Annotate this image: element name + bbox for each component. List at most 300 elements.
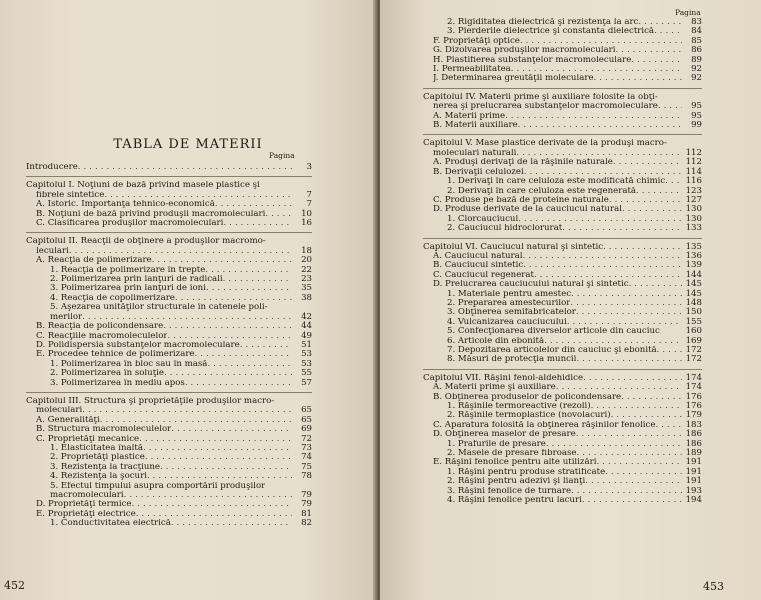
- toc-entry-title: A. Produşi derivaţi de la răşinile naturale: [433, 158, 613, 168]
- toc-entry-title: A. Istoric. Importanţa tehnico-economică: [36, 200, 215, 210]
- toc-page-number: 10: [301, 208, 312, 219]
- toc-entry-title: 5. Aşezarea unităţilor structurale în catenele poli-: [50, 303, 268, 313]
- dot-leader: [596, 458, 682, 467]
- toc-entry: [423, 496, 702, 505]
- toc-entry-title: B. Cauciucul sintetic: [433, 261, 524, 271]
- dot-leader: [591, 402, 682, 411]
- toc-entry-title: 2. Polimerizarea în soluţie: [50, 369, 164, 379]
- dot-leader: [82, 406, 292, 415]
- toc-entry-title: 3. Obţinerea semifabricatelor: [447, 308, 576, 318]
- toc-entry-title: H. Plastifierea substanţelor macromoleculare: [433, 55, 632, 65]
- dot-leader: [546, 440, 682, 449]
- toc-entry-title: I. Permeabilitatea: [433, 65, 511, 75]
- toc-page-number: 55: [301, 368, 312, 379]
- dot-leader: [631, 56, 682, 65]
- toc-entry: [423, 487, 702, 496]
- toc-entry: [423, 430, 702, 439]
- toc-page-number: 92: [691, 73, 702, 84]
- toc-page-number: 49: [301, 330, 312, 341]
- toc-entry: [423, 271, 702, 280]
- toc-entry: [423, 224, 702, 233]
- toc-entry-title: Capitolul VI. Cauciucul natural şi sintetic: [423, 242, 604, 252]
- toc-page-number: 148: [685, 297, 702, 308]
- dot-leader: [223, 219, 292, 228]
- toc-entry-title: 1. Prafurile de presare: [447, 439, 546, 449]
- dot-leader: [582, 496, 682, 505]
- toc-page-number: 85: [691, 35, 702, 46]
- toc-page-number: 95: [691, 101, 702, 112]
- toc-entry: [423, 383, 702, 392]
- dot-leader: [571, 487, 682, 496]
- toc-page-number: 133: [685, 223, 702, 234]
- toc-chapter-entry: [423, 374, 702, 383]
- dot-leader: [544, 337, 682, 346]
- dot-leader: [505, 112, 682, 121]
- dot-leader: [167, 332, 292, 341]
- toc-page-number: 75: [301, 461, 312, 472]
- toc-entry: [423, 177, 702, 186]
- dot-leader: [82, 313, 292, 322]
- toc-entry-title: F. Proprietăţi optice: [433, 36, 520, 46]
- toc-page-number: 186: [685, 429, 702, 440]
- toc-entry: [423, 65, 702, 74]
- toc-page-number: 22: [301, 264, 312, 275]
- toc-entry: [26, 256, 312, 265]
- section-divider: [26, 176, 312, 177]
- toc-chapter-entry: [423, 139, 702, 148]
- toc-entry: [423, 477, 702, 486]
- toc-entry: [26, 247, 312, 256]
- toc-page-number: 145: [685, 279, 702, 290]
- toc-entry: [423, 411, 702, 420]
- dot-leader: [621, 393, 682, 402]
- toc-entry-title: moleculari naturali: [433, 148, 517, 158]
- toc-page-number: 191: [685, 476, 702, 487]
- toc-entry-title: E. Procedee tehnice de polimerizare: [36, 350, 195, 360]
- toc-entry: [423, 121, 702, 130]
- toc-chapter-entry: [26, 181, 312, 190]
- toc-entry: [423, 337, 702, 346]
- toc-entry-title: A. Cauciucul natural: [433, 251, 523, 261]
- toc-entry-title: 5. Efectul timpului asupra comportării produşilor: [50, 481, 266, 491]
- dot-leader: [585, 477, 682, 486]
- toc-list-left: [26, 163, 312, 529]
- toc-page-number: 92: [691, 64, 702, 75]
- toc-entry: [26, 303, 312, 312]
- toc-entry: [423, 56, 702, 65]
- toc-entry: [26, 425, 312, 434]
- toc-entry: [423, 421, 702, 430]
- toc-entry: [423, 458, 702, 467]
- toc-entry-title: 6. Articole din ebonită: [447, 336, 545, 346]
- toc-page-number: 65: [301, 414, 312, 425]
- toc-page-number: 183: [685, 419, 702, 430]
- toc-page-number: 136: [685, 250, 702, 261]
- toc-page-number: 20: [301, 255, 312, 266]
- toc-page-number: 116: [685, 176, 702, 187]
- section-divider: [423, 88, 702, 89]
- toc-entry: [423, 308, 702, 317]
- dot-leader: [613, 158, 682, 167]
- toc-entry: [26, 210, 312, 219]
- toc-entry-title: D. Obţinerea maselor de presare: [433, 430, 576, 440]
- dot-leader: [132, 500, 292, 509]
- toc-page-number: 186: [685, 438, 702, 449]
- toc-entry: [26, 510, 312, 519]
- toc-entry-title: nerea şi prelucrarea substanţelor macromoleculare: [433, 102, 658, 112]
- toc-entry-title: fibrele sintetice: [36, 190, 105, 200]
- toc-page-number: 144: [685, 269, 702, 280]
- dot-leader: [577, 449, 682, 458]
- dot-leader: [104, 191, 292, 200]
- dot-leader: [240, 341, 292, 350]
- toc-page-number: 191: [685, 457, 702, 468]
- toc-entry: [26, 416, 312, 425]
- toc-page-number: 174: [685, 372, 702, 383]
- toc-page-number: 73: [301, 442, 312, 453]
- toc-page-number: 99: [691, 120, 702, 131]
- toc-entry: [423, 402, 702, 411]
- toc-entry: [26, 294, 312, 303]
- toc-entry: [423, 149, 702, 158]
- toc-entry: [423, 102, 702, 111]
- toc-entry: [423, 187, 702, 196]
- toc-page-number: 95: [691, 110, 702, 121]
- toc-page-number: 174: [685, 382, 702, 393]
- toc-entry-title: 2. Prepararea amestecurilor: [447, 298, 571, 308]
- toc-entry-title: G. Dizolvarea produşilor macromoleculari: [433, 46, 616, 56]
- toc-entry: [423, 346, 702, 355]
- toc-page-number: 72: [301, 433, 312, 444]
- page-title: TABLA DE MATERII: [113, 137, 263, 152]
- toc-entry-title: Capitolul III. Structura şi proprietăţile produşilor macro-: [26, 396, 275, 406]
- dot-leader: [207, 360, 292, 369]
- toc-entry: [26, 491, 312, 500]
- toc-entry-title: 3. Polimerizarea prin lanţuri de ioni: [50, 284, 206, 294]
- toc-entry: [423, 196, 702, 205]
- toc-entry: [423, 215, 702, 224]
- toc-entry-title: A. Reacţia de polimerizare: [36, 256, 152, 266]
- toc-page-number: 176: [685, 391, 702, 402]
- toc-entry: [423, 252, 702, 261]
- toc-entry: [423, 440, 702, 449]
- toc-entry-title: C. Aparatura folosită la obţinerea răşinilor fenolice: [433, 420, 656, 430]
- dot-leader: [576, 308, 682, 317]
- toc-page-number: 179: [685, 410, 702, 421]
- dot-leader: [576, 355, 682, 364]
- dot-leader: [124, 491, 292, 500]
- toc-entry-title: B. Structura macromoleculelor: [36, 425, 172, 435]
- dot-leader: [171, 425, 292, 434]
- toc-page-number: 112: [685, 157, 702, 168]
- dot-leader: [175, 294, 292, 303]
- toc-entry-title: 1. Materiale pentru amestec: [447, 289, 572, 299]
- toc-entry-title: 1. Elasticitatea înaltă: [50, 443, 143, 453]
- toc-page-number: 139: [685, 260, 702, 271]
- toc-entry-title: 1. Polimerizarea în bloc sau în masă: [50, 359, 208, 369]
- toc-page-number: 130: [685, 213, 702, 224]
- toc-page-number: 169: [685, 335, 702, 346]
- toc-entry-title: B. Obţinerea produselor de policondensare: [433, 392, 622, 402]
- dot-leader: [655, 421, 682, 430]
- toc-page-number: 16: [301, 218, 312, 229]
- toc-page-number: 57: [301, 377, 312, 388]
- dot-leader: [576, 430, 682, 439]
- dot-leader: [562, 224, 682, 233]
- dot-leader: [603, 243, 682, 252]
- dot-leader: [265, 210, 292, 219]
- toc-entry-title: B. Reacţia de policondensare: [36, 322, 164, 332]
- toc-page-number: 176: [685, 401, 702, 412]
- toc-page-number: 150: [685, 307, 702, 318]
- dot-leader: [534, 271, 682, 280]
- toc-entry-title: 3. Răşini fenolice de turnare: [447, 486, 572, 496]
- toc-page-number: 3: [306, 162, 312, 172]
- toc-entry: [26, 322, 312, 331]
- toc-entry-title: leculari: [36, 246, 69, 256]
- dot-leader: [147, 472, 292, 481]
- toc-page-number: 193: [685, 485, 702, 496]
- dot-leader: [205, 266, 292, 275]
- toc-entry: [423, 205, 702, 214]
- dot-leader: [185, 379, 292, 388]
- toc-page-number: 89: [691, 54, 702, 65]
- toc-entry: [423, 468, 702, 477]
- dot-leader: [567, 318, 682, 327]
- toc-entry: [423, 27, 702, 36]
- section-divider: [423, 238, 702, 239]
- toc-entry-title: D. Proprietăţi termice: [36, 500, 132, 510]
- column-header: Pagina: [269, 151, 295, 160]
- toc-page-number: 78: [301, 471, 312, 482]
- toc-page-number: 145: [685, 288, 702, 299]
- toc-page-number: 65: [301, 405, 312, 416]
- toc-entry-title: 2. Polimerizarea prin lanţuri de radicali: [50, 275, 223, 285]
- toc-entry-title: C. Proprietăţi mecanice: [36, 434, 140, 444]
- dot-leader: [611, 411, 682, 420]
- dot-leader: [523, 261, 682, 270]
- dot-leader: [195, 350, 292, 359]
- toc-page-number: 191: [685, 466, 702, 477]
- toc-page-number: 189: [685, 448, 702, 459]
- dot-leader: [583, 374, 682, 383]
- toc-entry-title: Capitolul V. Mase plastice derivate de la produşi macro-: [423, 139, 667, 149]
- toc-page-number: 112: [685, 147, 702, 158]
- toc-entry: [26, 341, 312, 350]
- toc-entry-title: 1. Reacţia de polimerizare în trepte: [50, 265, 206, 275]
- toc-page-number: 82: [301, 518, 312, 529]
- toc-entry-title: D. Polidispersia substanţelor macromoleculare: [36, 340, 240, 350]
- toc-page-number: 172: [685, 345, 702, 355]
- toc-page-number: 194: [685, 495, 702, 506]
- toc-entry: [26, 163, 312, 172]
- toc-entry: [26, 313, 312, 322]
- toc-entry: [26, 453, 312, 462]
- toc-entry-title: 2. Proprietăţi plastice: [50, 453, 145, 463]
- toc-entry-title: 4. Vulcanizarea cauciucului: [447, 317, 567, 327]
- dot-leader: [615, 46, 682, 55]
- toc-entry: [26, 444, 312, 453]
- toc-entry-title: moleculari: [36, 406, 83, 416]
- toc-entry-title: 2. Cauciucul hidroclorurat: [447, 224, 563, 234]
- toc-entry-title: 3. Polimerizarea în mediu apos: [50, 378, 185, 388]
- section-divider: [26, 392, 312, 393]
- toc-entry-title: 2. Răşinile termoplastice (novolacuri): [447, 411, 611, 421]
- toc-entry: [423, 280, 702, 289]
- dot-leader: [143, 444, 292, 453]
- toc-entry-title: C. Clasificarea produşilor macromoleculari: [36, 219, 224, 229]
- toc-entry-title: E. Proprietăţi electrice: [36, 509, 136, 519]
- toc-entry-title: C. Produse pe bază de proteine naturale: [433, 195, 609, 205]
- toc-entry-title: B. Materii auxiliare: [433, 121, 518, 131]
- toc-entry: [26, 275, 312, 284]
- dot-leader: [638, 18, 682, 27]
- dot-leader: [522, 252, 682, 261]
- toc-entry: [423, 393, 702, 402]
- dot-leader: [594, 74, 682, 83]
- toc-entry: [26, 472, 312, 481]
- toc-page-number: 160: [685, 326, 702, 337]
- toc-entry-title: B. Noţiuni de bază privind produşii macromoleculari: [36, 209, 266, 219]
- toc-entry-title: 1. Răşinile termoreactive (rezoli): [447, 402, 591, 412]
- section-divider: [423, 369, 702, 370]
- toc-page-number: 69: [301, 424, 312, 435]
- toc-entry: [423, 168, 702, 177]
- toc-page-number: 35: [301, 283, 312, 294]
- dot-leader: [163, 322, 292, 331]
- dot-leader: [136, 510, 292, 519]
- toc-entry: [423, 74, 702, 83]
- toc-entry: [423, 327, 702, 336]
- dot-leader: [658, 102, 682, 111]
- toc-entry: [26, 482, 312, 491]
- dot-leader: [206, 284, 292, 293]
- dot-leader: [516, 149, 682, 158]
- toc-entry: [423, 18, 702, 27]
- dot-leader: [164, 369, 292, 378]
- toc-page-number: 18: [301, 245, 312, 256]
- toc-entry: [26, 379, 312, 388]
- toc-entry-title: D. Prelucrarea cauciucului natural şi sintetic: [433, 280, 629, 290]
- toc-page-number: 84: [691, 26, 702, 37]
- toc-page-number: 38: [301, 292, 312, 303]
- dot-leader: [605, 468, 682, 477]
- toc-chapter-entry: [423, 243, 702, 252]
- toc-entry-title: B. Derivaţii celulozei: [433, 167, 524, 177]
- dot-leader: [511, 65, 682, 74]
- dot-leader: [524, 168, 682, 177]
- section-divider: [26, 232, 312, 233]
- toc-entry: [26, 369, 312, 378]
- dot-leader: [665, 177, 682, 186]
- toc-entry-title: 1. Derivaţi în care celuloza este modificată chimic: [447, 177, 666, 187]
- dot-leader: [69, 247, 292, 256]
- toc-entry-title: 2. Răşini pentru adezivi şi lianţi: [447, 477, 586, 487]
- page-number: 452: [4, 579, 25, 592]
- toc-chapter-entry: [26, 237, 312, 246]
- dot-leader: [629, 280, 682, 289]
- dot-leader: [223, 275, 292, 284]
- toc-entry: [26, 435, 312, 444]
- toc-entry-title: 4. Reacţia de copolimerizare: [50, 293, 175, 303]
- toc-entry-title: 2. Masele de presare fibroase: [447, 449, 577, 459]
- dot-leader: [657, 346, 682, 355]
- toc-entry: [423, 46, 702, 55]
- dot-leader: [654, 27, 682, 36]
- toc-page-number: 155: [685, 316, 702, 327]
- toc-entry: [423, 355, 702, 364]
- column-header: Pagina: [675, 8, 701, 17]
- toc-page-number: 7: [306, 199, 312, 210]
- toc-entry: [26, 332, 312, 341]
- section-divider: [423, 134, 702, 135]
- dot-leader: [215, 200, 292, 209]
- toc-page-number: 53: [301, 358, 312, 369]
- dot-leader: [171, 519, 292, 528]
- toc-entry: [423, 290, 702, 299]
- toc-entry-title: D. Produse derivate de la cauciucul natural: [433, 205, 623, 215]
- dot-leader: [636, 187, 682, 196]
- toc-entry-title: 1. Conductivitatea electrică: [50, 519, 171, 529]
- toc-entry: [423, 158, 702, 167]
- dot-leader: [139, 435, 292, 444]
- toc-entry: [26, 463, 312, 472]
- toc-page-number: 79: [301, 499, 312, 510]
- toc-entry-title: merilor: [50, 312, 83, 322]
- toc-page-number: 127: [685, 194, 702, 205]
- dot-leader: [160, 463, 292, 472]
- dot-leader: [571, 290, 682, 299]
- toc-entry: [423, 318, 702, 327]
- toc-entry: [26, 360, 312, 369]
- toc-entry-title: 2. Derivaţi în care celuloza este regenerată: [447, 186, 637, 196]
- toc-entry-title: 1. Răşini pentru produse stratificate: [447, 467, 606, 477]
- toc-entry-title: Capitolul VII. Răşini fenol-aldehidice: [423, 373, 584, 383]
- toc-entry-title: Capitolul IV. Materii prime şi auxiliare folosite la obţi-: [423, 92, 658, 102]
- toc-page-number: 44: [301, 321, 312, 332]
- dot-leader: [100, 416, 292, 425]
- toc-entry: [423, 299, 702, 308]
- toc-page-number: 53: [301, 349, 312, 360]
- toc-page-number: 23: [301, 274, 312, 285]
- toc-chapter-entry: [423, 93, 702, 102]
- toc-entry: [26, 200, 312, 209]
- left-page: [0, 0, 376, 600]
- toc-entry-title: 7. Depozitarea articolelor din cauciuc şi ebonită: [447, 346, 657, 355]
- dot-leader: [518, 215, 682, 224]
- dot-leader: [518, 121, 682, 130]
- toc-page-number: 74: [301, 452, 312, 463]
- toc-page-number: 83: [691, 17, 702, 27]
- toc-page-number: 79: [301, 490, 312, 500]
- toc-entry: [26, 500, 312, 509]
- toc-entry: [26, 519, 312, 528]
- toc-entry: [26, 406, 312, 415]
- toc-page-number: 7: [306, 189, 312, 200]
- toc-page-number: 81: [301, 508, 312, 519]
- dot-leader: [145, 453, 292, 462]
- toc-entry-title: 3. Rezistenţa la tracţiune: [50, 462, 161, 472]
- toc-entry-title: Capitolul II. Reacţii de obţinere a produşilor macromo-: [26, 237, 266, 247]
- toc-entry: [26, 350, 312, 359]
- toc-page-number: 123: [685, 185, 702, 196]
- toc-entry-title: C. Cauciucul regenerat: [433, 270, 534, 280]
- toc-entry: [423, 449, 702, 458]
- toc-entry: [26, 191, 312, 200]
- toc-chapter-entry: [26, 397, 312, 406]
- toc-entry: [26, 284, 312, 293]
- toc-entry-title: A. Generalităţi: [36, 415, 100, 425]
